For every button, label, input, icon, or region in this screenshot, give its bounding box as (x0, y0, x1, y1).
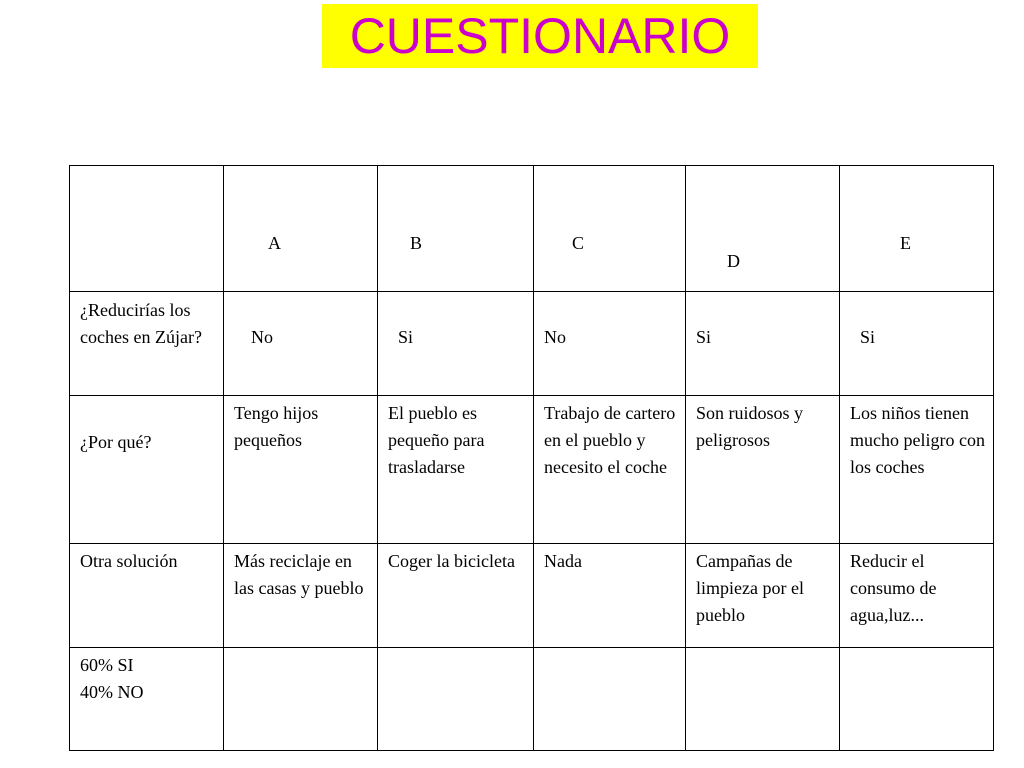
table-cell: Trabajo de cartero en el pueblo y necesito el coche (534, 396, 686, 544)
table-cell (224, 648, 378, 751)
table-cell: Nada (534, 544, 686, 648)
table-cell: No (224, 292, 378, 396)
summary-cell (70, 648, 224, 751)
table-row (70, 396, 994, 544)
table-cell: Reducir el consumo de agua,luz... (840, 544, 994, 648)
survey-table (69, 165, 994, 751)
table-header-row (70, 166, 994, 292)
table-row (70, 544, 994, 648)
table-cell: Los niños tienen mucho peligro con los coches (840, 396, 994, 544)
table-cell: Son ruidosos y peligrosos (686, 396, 840, 544)
table-cell: Si (686, 292, 840, 396)
table-cell: El pueblo es pequeño para trasladarse (378, 396, 534, 544)
table-cell (840, 648, 994, 751)
summary-yes: 60% SI (80, 655, 134, 675)
table-row (70, 292, 994, 396)
table-cell: Campañas de limpieza por el pueblo (686, 544, 840, 648)
row-label: Otra solución (70, 544, 224, 648)
column-header-a: A (224, 166, 378, 292)
row-label: ¿Reducirías los coches en Zújar? (70, 292, 224, 396)
page-title: CUESTIONARIO (349, 8, 731, 64)
table-cell (534, 648, 686, 751)
table-cell: No (534, 292, 686, 396)
table-cell (686, 648, 840, 751)
table-row (70, 648, 994, 751)
table-cell: Si (840, 292, 994, 396)
column-header-e: E (840, 166, 994, 292)
column-header-c: C (534, 166, 686, 292)
table-cell (378, 648, 534, 751)
column-header-d: D (686, 166, 840, 292)
header-empty-cell (70, 166, 224, 292)
table-cell: Si (378, 292, 534, 396)
column-header-b: B (378, 166, 534, 292)
summary-no: 40% NO (80, 682, 144, 702)
row-label: ¿Por qué? (70, 396, 224, 544)
table-cell: Coger la bicicleta (378, 544, 534, 648)
table-cell: Más reciclaje en las casas y pueblo (224, 544, 378, 648)
title-banner (322, 4, 758, 68)
table-cell: Tengo hijos pequeños (224, 396, 378, 544)
